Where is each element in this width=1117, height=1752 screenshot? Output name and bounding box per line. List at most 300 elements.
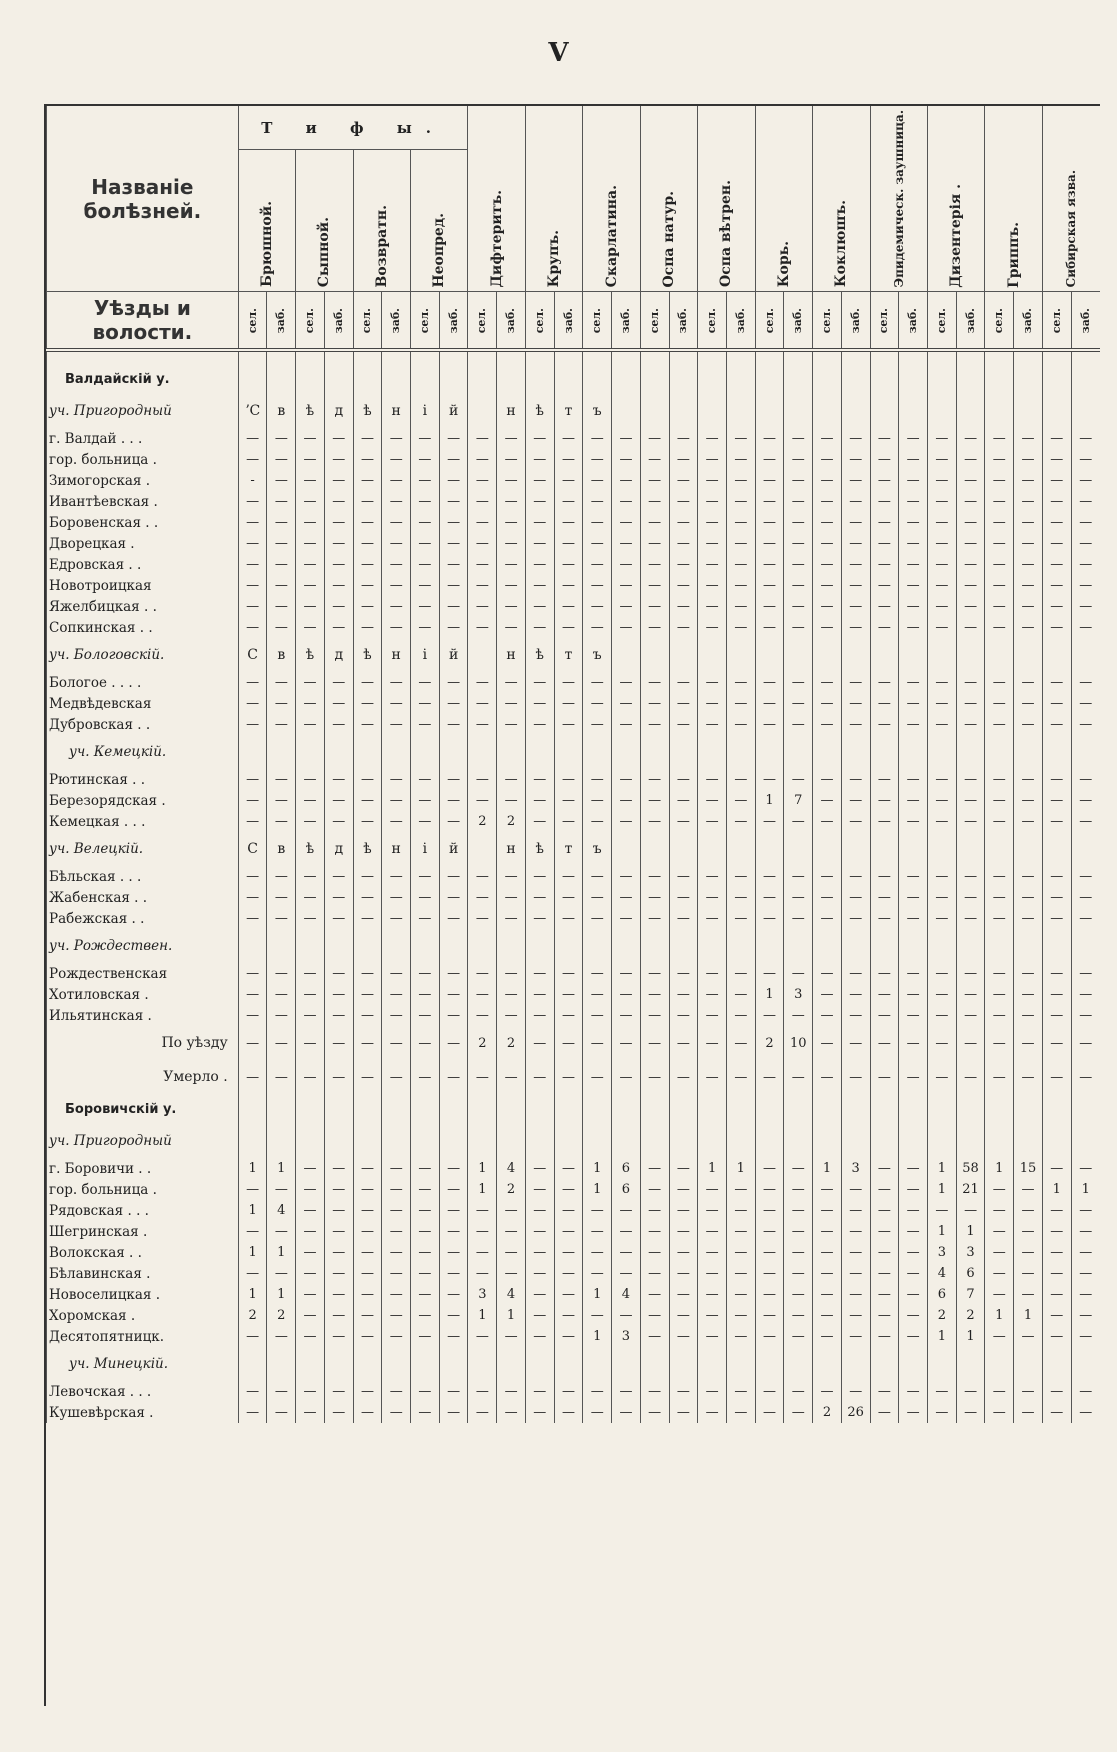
disease-table — [46, 106, 1100, 1423]
table-cell: — — [583, 811, 612, 832]
table-cell: — — [985, 596, 1014, 617]
table-cell: — — [353, 1158, 382, 1179]
table-cell: — — [468, 1263, 497, 1284]
table-cell: — — [554, 1005, 583, 1026]
row-label: Ильятинская . — [47, 1005, 239, 1026]
table-cell: — — [784, 1200, 813, 1221]
table-cell: — — [439, 672, 468, 693]
table-cell: — — [554, 790, 583, 811]
table-cell: — — [296, 866, 325, 887]
table-cell: — — [411, 1179, 440, 1200]
table-cell: — — [612, 866, 641, 887]
table-cell: — — [411, 811, 440, 832]
table-cell: — — [755, 575, 784, 596]
table-cell: — — [267, 1221, 296, 1242]
table-cell — [899, 364, 928, 394]
table-cell: — — [382, 449, 411, 470]
table-cell: — — [870, 963, 899, 984]
table-cell: — — [985, 887, 1014, 908]
table-cell: і — [411, 394, 440, 428]
table-cell: — — [841, 1005, 870, 1026]
table-cell: С — [238, 638, 267, 672]
table-cell — [870, 1347, 899, 1381]
table-cell: — — [439, 512, 468, 533]
disease-header: Эпидемическ. заушница. — [870, 106, 927, 292]
table-cell: — — [985, 1179, 1014, 1200]
table-cell: — — [640, 1200, 669, 1221]
subheader-sel: сел. — [985, 292, 1014, 351]
table-cell: — — [927, 714, 956, 735]
table-cell: — — [1071, 1402, 1100, 1423]
table-row — [47, 512, 1101, 533]
table-cell: — — [899, 1221, 928, 1242]
table-cell: — — [353, 617, 382, 638]
table-cell: — — [324, 1179, 353, 1200]
table-cell: — — [956, 617, 985, 638]
table-cell: — — [1071, 575, 1100, 596]
table-cell: — — [439, 1305, 468, 1326]
table-cell: — — [841, 790, 870, 811]
table-cell: — — [238, 714, 267, 735]
table-cell: — — [870, 1200, 899, 1221]
table-cell: — — [1014, 470, 1043, 491]
table-cell: — — [612, 1402, 641, 1423]
table-cell — [497, 1094, 526, 1124]
table-cell: — — [267, 1179, 296, 1200]
table-cell: — — [956, 963, 985, 984]
table-cell — [899, 638, 928, 672]
table-cell: — — [956, 769, 985, 790]
table-cell: — — [439, 449, 468, 470]
table-cell — [956, 394, 985, 428]
table-cell: — — [1014, 1060, 1043, 1094]
table-cell: — — [813, 554, 842, 575]
table-cell — [382, 364, 411, 394]
table-cell: — — [468, 790, 497, 811]
table-cell: — — [583, 575, 612, 596]
table-cell — [497, 1124, 526, 1158]
table-cell: — — [296, 428, 325, 449]
table-cell: — — [382, 984, 411, 1005]
table-cell: — — [669, 1200, 698, 1221]
table-cell: — — [554, 811, 583, 832]
table-cell — [1071, 394, 1100, 428]
table-cell: — — [238, 1005, 267, 1026]
table-cell — [726, 1094, 755, 1124]
table-cell: — — [296, 887, 325, 908]
disease-header: Сибирская язва. — [1042, 106, 1100, 292]
table-cell: 1 — [1071, 1179, 1100, 1200]
table-cell: — — [382, 1402, 411, 1423]
disease-header: Дифтеритъ. — [468, 106, 525, 292]
table-cell: — — [669, 617, 698, 638]
table-cell: — — [870, 1179, 899, 1200]
table-cell — [956, 832, 985, 866]
table-cell: — — [525, 811, 554, 832]
table-cell: — — [1071, 769, 1100, 790]
table-cell: — — [841, 470, 870, 491]
table-cell: — — [1071, 1305, 1100, 1326]
table-cell: — — [296, 1326, 325, 1347]
table-cell: 1 — [238, 1158, 267, 1179]
table-cell — [439, 1094, 468, 1124]
table-cell: — — [927, 575, 956, 596]
table-cell: — — [1042, 575, 1071, 596]
table-cell — [1042, 1094, 1071, 1124]
table-cell: — — [525, 575, 554, 596]
table-cell: — — [698, 449, 727, 470]
section-row — [47, 1094, 1101, 1124]
table-cell: — — [324, 1005, 353, 1026]
table-row — [47, 1200, 1101, 1221]
table-cell: — — [497, 1263, 526, 1284]
table-cell: — — [870, 491, 899, 512]
table-cell: — — [985, 1402, 1014, 1423]
table-cell — [669, 394, 698, 428]
table-cell: — — [468, 554, 497, 575]
table-cell: — — [669, 1005, 698, 1026]
table-cell: — — [640, 1326, 669, 1347]
table-cell: 4 — [612, 1284, 641, 1305]
table-cell: — — [669, 811, 698, 832]
table-cell: — — [784, 428, 813, 449]
table-cell: — — [755, 554, 784, 575]
table-cell: — — [899, 790, 928, 811]
table-cell: — — [726, 1326, 755, 1347]
table-cell: — — [1042, 1402, 1071, 1423]
table-cell — [612, 638, 641, 672]
table-cell — [841, 1094, 870, 1124]
table-cell: — — [497, 984, 526, 1005]
table-cell: — — [927, 811, 956, 832]
table-cell: — — [267, 984, 296, 1005]
table-cell: — — [353, 1305, 382, 1326]
table-cell — [669, 1347, 698, 1381]
table-cell — [726, 364, 755, 394]
table-cell: — — [784, 575, 813, 596]
table-cell: — — [1014, 554, 1043, 575]
table-cell: — — [640, 1026, 669, 1060]
row-label: Бологое . . . . — [47, 672, 239, 693]
table-cell: — — [841, 672, 870, 693]
table-cell: — — [296, 1305, 325, 1326]
table-cell: — — [382, 533, 411, 554]
table-cell: — — [411, 449, 440, 470]
table-cell — [956, 638, 985, 672]
table-cell: — — [1042, 887, 1071, 908]
table-cell: — — [698, 1005, 727, 1026]
table-cell: — — [583, 887, 612, 908]
table-cell: — — [1042, 470, 1071, 491]
table-cell: 1 — [468, 1179, 497, 1200]
table-cell: — — [353, 575, 382, 596]
table-cell: — — [813, 887, 842, 908]
table-cell — [899, 1094, 928, 1124]
table-cell — [267, 929, 296, 963]
table-cell: в — [267, 832, 296, 866]
table-cell: — — [583, 963, 612, 984]
table-cell: — — [324, 1284, 353, 1305]
table-cell: — — [698, 1026, 727, 1060]
table-row — [47, 672, 1101, 693]
table-cell: — — [267, 963, 296, 984]
table-cell: — — [956, 554, 985, 575]
table-cell: — — [870, 1305, 899, 1326]
table-cell: й — [439, 638, 468, 672]
table-cell: — — [382, 769, 411, 790]
table-cell: — — [468, 1381, 497, 1402]
table-cell: — — [669, 1221, 698, 1242]
table-cell — [583, 1347, 612, 1381]
table-cell — [1042, 1347, 1071, 1381]
table-cell: — — [927, 887, 956, 908]
table-cell: — — [296, 963, 325, 984]
table-cell: 3 — [468, 1284, 497, 1305]
table-cell — [755, 1094, 784, 1124]
table-cell: ѣ — [353, 832, 382, 866]
table-cell: — — [382, 617, 411, 638]
table-cell: — — [324, 1305, 353, 1326]
table-cell: — — [669, 596, 698, 617]
table-cell: — — [669, 1242, 698, 1263]
table-cell — [525, 1094, 554, 1124]
table-cell: — — [468, 596, 497, 617]
table-cell: — — [612, 790, 641, 811]
table-cell: — — [1071, 596, 1100, 617]
table-cell: — — [324, 1381, 353, 1402]
table-cell: — — [382, 963, 411, 984]
table-cell: — — [784, 1305, 813, 1326]
table-cell: — — [640, 693, 669, 714]
table-cell: — — [1042, 1026, 1071, 1060]
table-cell — [497, 1347, 526, 1381]
table-cell: 2 — [755, 1026, 784, 1060]
table-cell — [813, 1347, 842, 1381]
row-label: Дубровская . . — [47, 714, 239, 735]
table-cell: — — [497, 449, 526, 470]
table-cell: — — [870, 575, 899, 596]
table-cell: — — [554, 963, 583, 984]
table-cell: — — [1014, 866, 1043, 887]
table-cell: 1 — [813, 1158, 842, 1179]
table-cell: — — [1071, 790, 1100, 811]
row-label: г. Боровичи . . — [47, 1158, 239, 1179]
table-cell: — — [583, 1026, 612, 1060]
table-cell: — — [353, 596, 382, 617]
table-cell — [353, 1124, 382, 1158]
table-cell: — — [238, 1381, 267, 1402]
table-cell: — — [726, 672, 755, 693]
table-cell: — — [238, 1221, 267, 1242]
table-cell: — — [411, 963, 440, 984]
table-cell — [267, 364, 296, 394]
row-label: Рютинская . . — [47, 769, 239, 790]
table-cell: — — [640, 1221, 669, 1242]
table-cell: — — [296, 811, 325, 832]
table-cell: — — [296, 1402, 325, 1423]
corner-label-line: Названіе — [91, 174, 194, 199]
table-cell: — — [525, 449, 554, 470]
row-label: уч. Бологовскій. — [47, 638, 239, 672]
table-cell: — — [497, 1005, 526, 1026]
table-cell: — — [669, 554, 698, 575]
table-cell: — — [411, 908, 440, 929]
table-row — [47, 1326, 1101, 1347]
table-cell: — — [784, 672, 813, 693]
table-cell: — — [238, 554, 267, 575]
table-cell — [669, 638, 698, 672]
table-cell: — — [353, 1242, 382, 1263]
table-cell: — — [468, 1200, 497, 1221]
table-cell: 2 — [956, 1305, 985, 1326]
table-cell: 2 — [813, 1402, 842, 1423]
table-cell: — — [382, 908, 411, 929]
table-cell: — — [698, 1326, 727, 1347]
table-cell: — — [841, 596, 870, 617]
table-cell: — — [927, 554, 956, 575]
table-cell: — — [726, 428, 755, 449]
table-cell: — — [813, 1060, 842, 1094]
table-cell: — — [1071, 887, 1100, 908]
table-cell: — — [1014, 491, 1043, 512]
table-cell: — — [870, 1381, 899, 1402]
table-cell — [813, 929, 842, 963]
table-cell: — — [726, 693, 755, 714]
table-cell: — — [870, 449, 899, 470]
table-cell: — — [813, 714, 842, 735]
table-cell: — — [382, 866, 411, 887]
table-cell: — — [813, 1381, 842, 1402]
table-cell: — — [382, 1284, 411, 1305]
table-cell — [985, 364, 1014, 394]
table-cell — [899, 394, 928, 428]
table-cell: — — [324, 714, 353, 735]
table-cell: — — [612, 1200, 641, 1221]
table-cell: — — [698, 1284, 727, 1305]
table-cell: — — [525, 1200, 554, 1221]
table-cell: — — [324, 1242, 353, 1263]
table-cell: — — [497, 672, 526, 693]
table-cell: — — [899, 1005, 928, 1026]
table-cell: — — [1014, 428, 1043, 449]
table-cell: — — [583, 1381, 612, 1402]
table-cell: — — [813, 1326, 842, 1347]
table-cell: — — [784, 449, 813, 470]
table-cell: — — [927, 470, 956, 491]
table-cell: — — [238, 790, 267, 811]
table-cell: — — [525, 693, 554, 714]
table-cell — [1014, 1347, 1043, 1381]
table-cell: — — [698, 1200, 727, 1221]
disease-header: Скарлатина. — [583, 106, 640, 292]
table-cell: 2 — [267, 1305, 296, 1326]
table-cell: — — [324, 533, 353, 554]
table-cell: — — [238, 963, 267, 984]
table-cell — [956, 929, 985, 963]
table-cell: — — [1071, 533, 1100, 554]
spacer-row — [47, 350, 1101, 364]
table-cell: — — [468, 866, 497, 887]
table-cell — [669, 832, 698, 866]
table-cell — [985, 638, 1014, 672]
table-cell: — — [985, 984, 1014, 1005]
table-cell: — — [411, 470, 440, 491]
table-cell: — — [927, 1005, 956, 1026]
table-cell: — — [1042, 811, 1071, 832]
disease-header: Крупъ. — [525, 106, 582, 292]
table-cell: — — [726, 1284, 755, 1305]
table-cell: — — [525, 984, 554, 1005]
table-cell: — — [353, 672, 382, 693]
table-cell: — — [296, 1263, 325, 1284]
table-cell — [841, 394, 870, 428]
table-cell: — — [612, 1242, 641, 1263]
table-cell: — — [439, 1026, 468, 1060]
table-cell: 3 — [612, 1326, 641, 1347]
table-cell — [755, 638, 784, 672]
table-cell: 4 — [267, 1200, 296, 1221]
table-cell: — — [899, 1179, 928, 1200]
table-cell: — — [784, 714, 813, 735]
table-cell: — — [956, 1200, 985, 1221]
table-cell — [439, 929, 468, 963]
table-cell — [726, 1124, 755, 1158]
table-cell: — — [1014, 769, 1043, 790]
table-cell: — — [927, 512, 956, 533]
table-cell: — — [612, 1221, 641, 1242]
table-cell: — — [698, 887, 727, 908]
table-cell: — — [554, 512, 583, 533]
table-cell: — — [238, 1179, 267, 1200]
table-cell: — — [439, 811, 468, 832]
table-cell: — — [698, 790, 727, 811]
table-cell: — — [1042, 908, 1071, 929]
table-cell — [612, 1094, 641, 1124]
table-cell: — — [267, 1026, 296, 1060]
table-cell: — — [324, 1060, 353, 1094]
table-cell: — — [985, 693, 1014, 714]
table-cell — [1014, 929, 1043, 963]
table-cell: — — [296, 512, 325, 533]
table-cell: — — [755, 1242, 784, 1263]
table-cell: — — [726, 1402, 755, 1423]
table-cell: — — [411, 1005, 440, 1026]
table-cell: — — [669, 1381, 698, 1402]
table-cell: — — [267, 575, 296, 596]
table-cell: — — [1042, 1005, 1071, 1026]
table-cell: — — [583, 1263, 612, 1284]
table-cell — [755, 1347, 784, 1381]
table-cell: 1 — [583, 1179, 612, 1200]
table-cell: — — [468, 887, 497, 908]
table-cell: — — [927, 596, 956, 617]
row-label: Боровичскій у. — [47, 1094, 239, 1124]
table-cell — [985, 832, 1014, 866]
table-cell: — — [468, 693, 497, 714]
table-cell: — — [813, 790, 842, 811]
table-cell: — — [497, 866, 526, 887]
table-cell: — — [612, 1263, 641, 1284]
table-row — [47, 693, 1101, 714]
table-cell: — — [1071, 908, 1100, 929]
table-cell: — — [698, 1402, 727, 1423]
table-cell: — — [324, 1200, 353, 1221]
subheader-zab: заб. — [554, 292, 583, 351]
table-cell — [1042, 394, 1071, 428]
table-cell: — — [669, 575, 698, 596]
table-cell — [353, 1347, 382, 1381]
table-cell: н — [497, 832, 526, 866]
